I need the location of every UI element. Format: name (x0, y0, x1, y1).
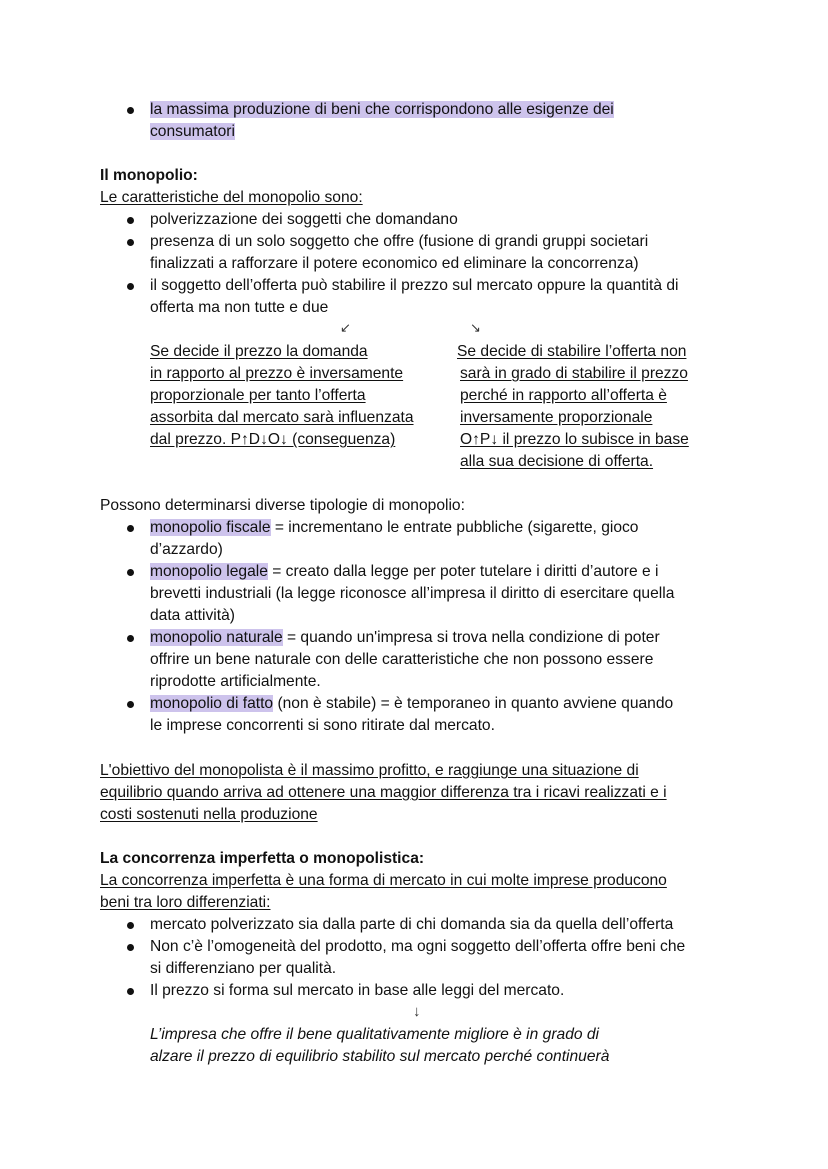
tipologia-item (150, 627, 660, 649)
bullet-dot (127, 107, 134, 114)
col-right-line: alla sua decisione di offerta. (460, 453, 654, 470)
bullet-dot (127, 635, 134, 642)
tipologia-item (150, 561, 658, 583)
concorrenza-italic-line: L’impresa che offre il bene qualitativamente migliore è in grado di (150, 1026, 600, 1043)
col-right-line: sarà in grado di stabilire il prezzo (460, 365, 688, 382)
monopolio-subheading: Le caratteristiche del monopolio sono: (100, 189, 363, 206)
bullet-dot (127, 569, 134, 576)
col-left-line: dal prezzo. P↑D↓O↓ (conseguenza) (150, 431, 396, 448)
col-right-line: perché in rapporto all’offerta è (460, 387, 667, 404)
tipologia-desc-line: brevetti industriali (la legge riconosce all’impresa il diritto di esercitare quella (150, 585, 675, 602)
bullet-dot (127, 944, 134, 951)
arrow-down-right-icon: ↘ (470, 320, 481, 335)
concorrenza-bullet-line: mercato polverizzato sia dalla parte di chi domanda sia da quella dell’offerta (150, 916, 674, 933)
tipologia-desc: = quando un'impresa si trova nella condizione di poter (282, 629, 660, 646)
monopolio-bullet-line: finalizzati a rafforzare il potere economico ed eliminare la concorrenza) (150, 255, 639, 272)
tipologia-desc-line: d’azzardo) (150, 541, 223, 558)
monopolio-bullet-line: presenza di un solo soggetto che offre (fusione di grandi gruppi societari (150, 233, 649, 250)
concorrenza-bullet-line: si differenziano per qualità. (150, 960, 337, 977)
intro-bullet-line: consumatori (150, 123, 235, 140)
tipologia-desc-line: riprodotte artificialmente. (150, 673, 321, 690)
tipologia-desc-line: offrire un bene naturale con delle caratteristiche che non possono essere (150, 651, 654, 668)
col-left-line: in rapporto al prezzo è inversamente (150, 365, 404, 382)
monopolio-bullet-line: polverizzazione dei soggetti che domandano (150, 211, 458, 228)
obiettivo-line: costi sostenuti nella produzione (100, 806, 318, 823)
monopolio-bullet-line: offerta ma non tutte e due (150, 299, 329, 316)
col-left-line: Se decide il prezzo la domanda (150, 343, 368, 360)
tipologia-term: monopolio legale (150, 563, 268, 580)
bullet-dot (127, 239, 134, 246)
tipologia-desc: (non è stabile) = è temporaneo in quanto avviene quando (273, 695, 674, 712)
bullet-dot (127, 988, 134, 995)
bullet-dot (127, 217, 134, 224)
tipologia-item (150, 693, 673, 715)
tipologia-term: monopolio fiscale (150, 519, 271, 536)
intro-bullet-line: la massima produzione di beni che corrispondono alle esigenze dei (150, 101, 614, 118)
col-right-line: O↑P↓ il prezzo lo subisce in base (460, 431, 689, 448)
tipologia-desc: = incrementano le entrate pubbliche (sigarette, gioco (270, 519, 639, 536)
monopolio-heading: Il monopolio: (100, 167, 198, 184)
tipologia-item (150, 517, 638, 539)
arrow-down-left-icon: ↙ (340, 320, 351, 335)
bullet-dot (127, 922, 134, 929)
concorrenza-italic-line: alzare il prezzo di equilibrio stabilito sul mercato perché continuerà (150, 1048, 610, 1065)
concorrenza-bullet-line: Non c’è l’omogeneità del prodotto, ma ogni soggetto dell’offerta offre beni che (150, 938, 686, 955)
bullet-dot (127, 525, 134, 532)
obiettivo-line: equilibrio quando arriva ad ottenere una maggior differenza tra i ricavi realizzati e i (100, 784, 667, 801)
tipologia-desc: = creato dalla legge per poter tutelare i diritti d’autore e i (267, 563, 659, 580)
tipologia-desc-line: le imprese concorrenti si sono ritirate dal mercato. (150, 717, 495, 734)
concorrenza-sub-line: beni tra loro differenziati: (100, 894, 271, 911)
arrow-down-icon: ↓ (413, 1003, 421, 1020)
concorrenza-bullet-line: Il prezzo si forma sul mercato in base alle leggi del mercato. (150, 982, 565, 999)
obiettivo-line: L'obiettivo del monopolista è il massimo profitto, e raggiunge una situazione di (100, 762, 639, 779)
bullet-dot (127, 283, 134, 290)
col-right-line: inversamente proporzionale (460, 409, 653, 426)
tipologia-desc-line: data attività) (150, 607, 235, 624)
col-left-line: proporzionale per tanto l’offerta (150, 387, 366, 404)
tipologie-intro: Possono determinarsi diverse tipologie di monopolio: (100, 497, 465, 514)
bullet-dot (127, 701, 134, 708)
tipologia-term: monopolio di fatto (150, 695, 274, 712)
concorrenza-sub-line: La concorrenza imperfetta è una forma di mercato in cui molte imprese producono (100, 872, 667, 889)
monopolio-bullet-line: il soggetto dell’offerta può stabilire il prezzo sul mercato oppure la quantità di (150, 277, 679, 294)
concorrenza-heading: La concorrenza imperfetta o monopolistica: (100, 850, 425, 867)
col-left-line: assorbita dal mercato sarà influenzata (150, 409, 414, 426)
tipologia-term: monopolio naturale (150, 629, 283, 646)
col-right-line: Se decide di stabilire l’offerta non (457, 343, 687, 360)
